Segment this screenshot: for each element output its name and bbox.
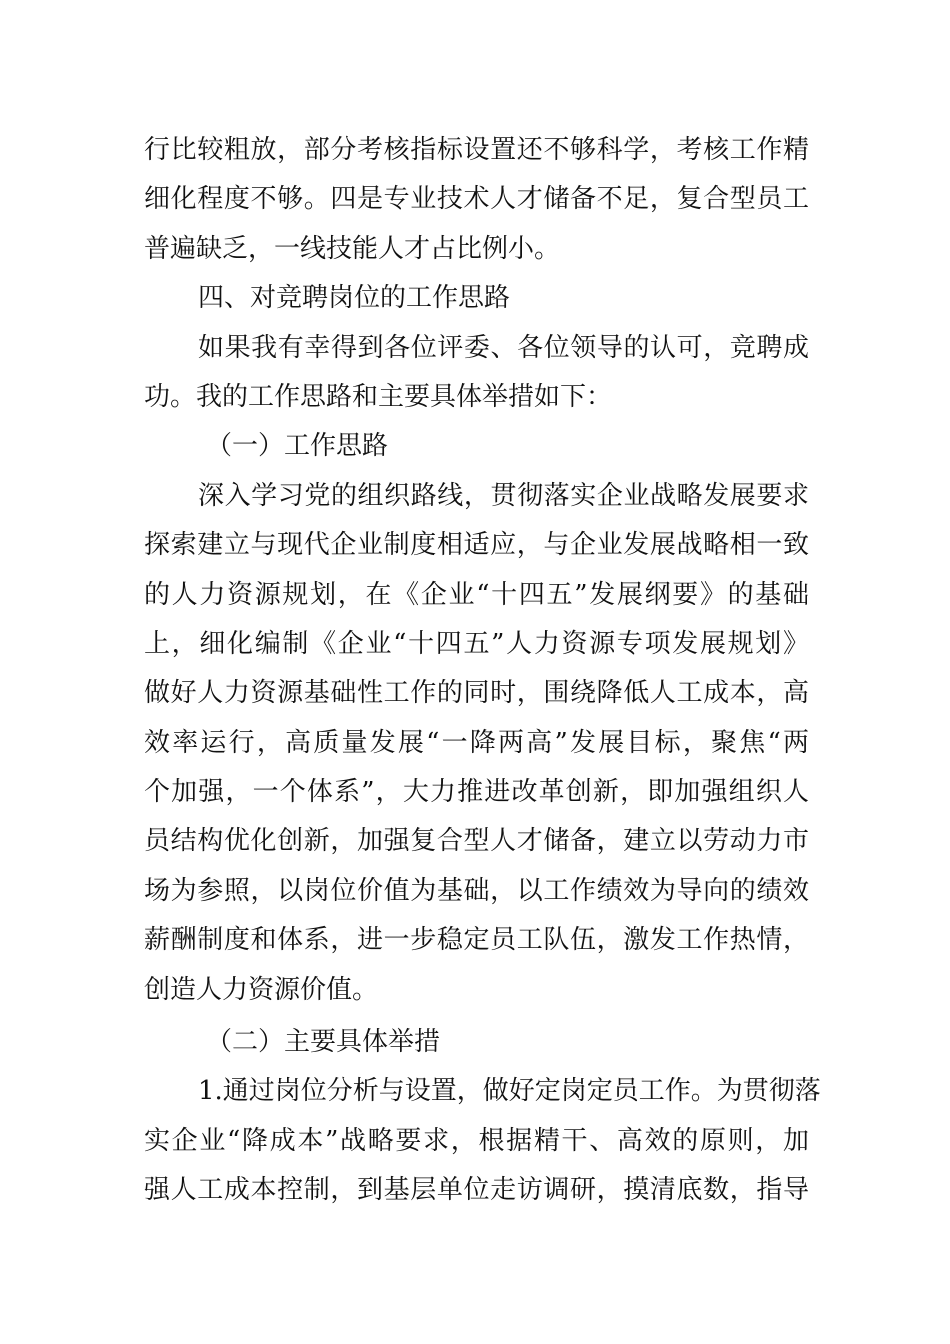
text-line: 探索建立与现代企业制度相适应，与企业发展战略相一致 — [144, 530, 809, 561]
text-line: 实企业“降成本”战略要求，根据精干、高效的原则，加 — [144, 1125, 809, 1156]
text-line: 上，细化编制《企业“十四五”人力资源专项发展规划》 — [144, 628, 809, 659]
text-line: 员结构优化创新，加强复合型人才储备，建立以劳动力市 — [144, 826, 809, 857]
text-line: 普遍缺乏，一线技能人才占比例小。 — [144, 233, 561, 264]
text-line: 效率运行，高质量发展“一降两高”发展目标，聚焦“两 — [144, 727, 809, 758]
text-line: 个加强，一个体系”，大力推进改革创新，即加强组织人 — [144, 777, 809, 808]
text-line: 薪酬制度和体系，进一步稳定员工队伍，激发工作热情， — [144, 925, 809, 956]
text-line: 场为参照，以岗位价值为基础，以工作绩效为导向的绩效 — [144, 875, 809, 906]
document-body — [144, 126, 821, 1216]
text-line: 细化程度不够。四是专业技术人才储备不足，复合型员工 — [144, 184, 809, 215]
text-line: 创造人力资源价值。 — [144, 974, 379, 1005]
subsection-heading: （二）主要具体举措 — [206, 1027, 441, 1058]
text-line: 强人工成本控制，到基层单位走访调研，摸清底数，指导 — [144, 1175, 809, 1206]
text-line: 如果我有幸得到各位评委、各位领导的认可，竞聘成 — [198, 332, 809, 363]
subsection-heading: （一）工作思路 — [206, 431, 389, 462]
text-line: 的人力资源规划，在《企业“十四五”发展纲要》的基础 — [144, 579, 809, 610]
text-line: 行比较粗放，部分考核指标设置还不够科学，考核工作精 — [144, 135, 809, 165]
text-line: 深入学习党的组织路线，贯彻落实企业战略发展要求 — [198, 480, 809, 511]
text-line: 功。我的工作思路和主要具体举措如下： — [144, 381, 613, 412]
section-heading: 四、对竞聘岗位的工作思路 — [198, 283, 511, 314]
text-line: 做好人力资源基础性工作的同时，围绕降低人工成本，高 — [144, 678, 809, 709]
text-line: 1.通过岗位分析与设置，做好定岗定员工作。为贯彻落 — [198, 1076, 821, 1107]
